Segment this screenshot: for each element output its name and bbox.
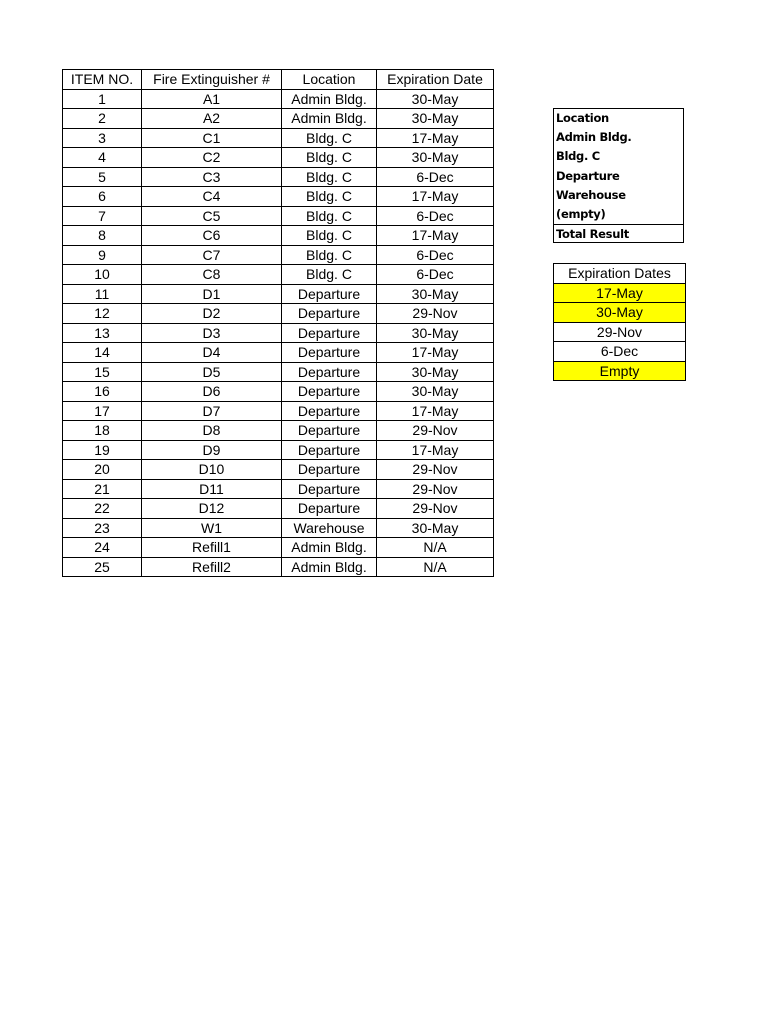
table-row [63, 479, 494, 499]
cell-expiration-date[interactable]: 6-Dec [377, 167, 494, 187]
cell-extinguisher-number[interactable]: D9 [142, 440, 282, 460]
cell-item-no[interactable]: 23 [63, 518, 142, 538]
expiration-date-item[interactable]: 29-Nov [554, 322, 686, 342]
table-header-row [63, 70, 494, 90]
cell-expiration-date[interactable]: 30-May [377, 362, 494, 382]
cell-location[interactable]: Departure [282, 421, 377, 441]
location-summary-item[interactable]: Warehouse [556, 188, 626, 202]
location-summary-item[interactable]: (empty) [556, 207, 606, 221]
location-summary-item[interactable]: Departure [556, 169, 620, 183]
cell-extinguisher-number[interactable]: D1 [142, 284, 282, 304]
cell-extinguisher-number[interactable]: D10 [142, 460, 282, 480]
dates-row [554, 303, 686, 323]
cell-location[interactable]: Departure [282, 499, 377, 519]
cell-extinguisher-number[interactable]: D7 [142, 401, 282, 421]
table-row [63, 109, 494, 129]
table-row [63, 343, 494, 363]
cell-extinguisher-number[interactable]: D4 [142, 343, 282, 363]
cell-extinguisher-number[interactable]: D6 [142, 382, 282, 402]
dates-row [554, 322, 686, 342]
cell-item-no[interactable]: 15 [63, 362, 142, 382]
cell-location[interactable]: Bldg. C [282, 167, 377, 187]
cell-location[interactable]: Departure [282, 460, 377, 480]
table-row [63, 187, 494, 207]
cell-extinguisher-number[interactable]: C8 [142, 265, 282, 285]
cell-item-no[interactable]: 22 [63, 499, 142, 519]
cell-location[interactable]: Bldg. C [282, 187, 377, 207]
cell-expiration-date[interactable]: 17-May [377, 440, 494, 460]
location-summary-box [553, 108, 684, 243]
table-row [63, 89, 494, 109]
cell-location[interactable]: Warehouse [282, 518, 377, 538]
cell-location[interactable]: Departure [282, 323, 377, 343]
cell-item-no[interactable]: 6 [63, 187, 142, 207]
cell-extinguisher-number[interactable]: Refill1 [142, 538, 282, 558]
cell-item-no[interactable]: 1 [63, 89, 142, 109]
header-item-no[interactable]: ITEM NO. [63, 70, 142, 90]
cell-location[interactable]: Bldg. C [282, 245, 377, 265]
cell-item-no[interactable]: 8 [63, 226, 142, 246]
table-row [63, 557, 494, 577]
cell-extinguisher-number[interactable]: D11 [142, 479, 282, 499]
cell-location[interactable]: Departure [282, 284, 377, 304]
cell-extinguisher-number[interactable]: A1 [142, 89, 282, 109]
cell-expiration-date[interactable]: 17-May [377, 187, 494, 207]
cell-location[interactable]: Departure [282, 440, 377, 460]
header-location[interactable]: Location [282, 70, 377, 90]
table-row [63, 518, 494, 538]
table-row [63, 167, 494, 187]
cell-expiration-date[interactable]: 30-May [377, 89, 494, 109]
table-row [63, 148, 494, 168]
cell-extinguisher-number[interactable]: W1 [142, 518, 282, 538]
cell-expiration-date[interactable]: 30-May [377, 284, 494, 304]
location-summary-total[interactable]: Total Result [556, 227, 629, 241]
cell-expiration-date[interactable]: 29-Nov [377, 479, 494, 499]
cell-item-no[interactable]: 16 [63, 382, 142, 402]
expiration-date-item[interactable]: Empty [554, 361, 686, 381]
cell-item-no[interactable]: 9 [63, 245, 142, 265]
cell-expiration-date[interactable]: 30-May [377, 109, 494, 129]
table-row [63, 362, 494, 382]
table-row [63, 265, 494, 285]
cell-item-no[interactable]: 12 [63, 304, 142, 324]
cell-expiration-date[interactable]: 17-May [377, 401, 494, 421]
expiration-dates-table [553, 263, 686, 381]
total-divider [554, 224, 683, 225]
cell-item-no[interactable]: 13 [63, 323, 142, 343]
expiration-date-item[interactable]: 17-May [554, 283, 686, 303]
cell-extinguisher-number[interactable]: C7 [142, 245, 282, 265]
dates-row [554, 361, 686, 381]
cell-extinguisher-number[interactable]: C1 [142, 128, 282, 148]
cell-expiration-date[interactable]: 17-May [377, 343, 494, 363]
table-row [63, 284, 494, 304]
table-row [63, 128, 494, 148]
cell-extinguisher-number[interactable]: D5 [142, 362, 282, 382]
extinguisher-table [62, 69, 494, 577]
expiration-date-item[interactable]: 30-May [554, 303, 686, 323]
cell-location[interactable]: Bldg. C [282, 128, 377, 148]
expiration-dates-header[interactable]: Expiration Dates [554, 264, 686, 284]
table-row [63, 499, 494, 519]
location-summary-item[interactable]: Bldg. C [556, 149, 600, 163]
cell-expiration-date[interactable]: 30-May [377, 323, 494, 343]
cell-location[interactable]: Departure [282, 304, 377, 324]
table-row [63, 382, 494, 402]
cell-expiration-date[interactable]: 29-Nov [377, 421, 494, 441]
cell-item-no[interactable]: 5 [63, 167, 142, 187]
header-extinguisher-number[interactable]: Fire Extinguisher # [142, 70, 282, 90]
cell-expiration-date[interactable]: 30-May [377, 382, 494, 402]
cell-expiration-date[interactable]: 17-May [377, 128, 494, 148]
cell-location[interactable]: Bldg. C [282, 148, 377, 168]
cell-location[interactable]: Admin Bldg. [282, 89, 377, 109]
dates-row [554, 342, 686, 362]
cell-location[interactable]: Admin Bldg. [282, 557, 377, 577]
cell-item-no[interactable]: 4 [63, 148, 142, 168]
cell-item-no[interactable]: 18 [63, 421, 142, 441]
cell-item-no[interactable]: 21 [63, 479, 142, 499]
table-row [63, 401, 494, 421]
cell-extinguisher-number[interactable]: C6 [142, 226, 282, 246]
table-row [63, 538, 494, 558]
cell-location[interactable]: Departure [282, 362, 377, 382]
cell-expiration-date[interactable]: 30-May [377, 148, 494, 168]
cell-extinguisher-number[interactable]: Refill2 [142, 557, 282, 577]
dates-row [554, 283, 686, 303]
location-summary-item[interactable]: Admin Bldg. [556, 130, 632, 144]
cell-location[interactable]: Departure [282, 343, 377, 363]
cell-location[interactable]: Bldg. C [282, 226, 377, 246]
cell-extinguisher-number[interactable]: D3 [142, 323, 282, 343]
cell-expiration-date[interactable]: 30-May [377, 518, 494, 538]
cell-item-no[interactable]: 24 [63, 538, 142, 558]
cell-location[interactable]: Departure [282, 382, 377, 402]
cell-item-no[interactable]: 10 [63, 265, 142, 285]
cell-expiration-date[interactable]: N/A [377, 538, 494, 558]
cell-location[interactable]: Departure [282, 401, 377, 421]
table-row [63, 440, 494, 460]
location-summary-header[interactable]: Location [556, 111, 609, 125]
cell-item-no[interactable]: 2 [63, 109, 142, 129]
cell-item-no[interactable]: 11 [63, 284, 142, 304]
cell-item-no[interactable]: 7 [63, 206, 142, 226]
expiration-date-item[interactable]: 6-Dec [554, 342, 686, 362]
table-row [63, 206, 494, 226]
cell-expiration-date[interactable]: 6-Dec [377, 245, 494, 265]
cell-expiration-date[interactable]: 29-Nov [377, 460, 494, 480]
cell-location[interactable]: Admin Bldg. [282, 538, 377, 558]
table-row [63, 323, 494, 343]
cell-extinguisher-number[interactable]: C2 [142, 148, 282, 168]
header-expiration-date[interactable]: Expiration Date [377, 70, 494, 90]
cell-extinguisher-number[interactable]: C4 [142, 187, 282, 207]
cell-item-no[interactable]: 17 [63, 401, 142, 421]
cell-extinguisher-number[interactable]: A2 [142, 109, 282, 129]
cell-item-no[interactable]: 3 [63, 128, 142, 148]
cell-location[interactable]: Admin Bldg. [282, 109, 377, 129]
cell-expiration-date[interactable]: 6-Dec [377, 265, 494, 285]
cell-expiration-date[interactable]: N/A [377, 557, 494, 577]
table-row [63, 245, 494, 265]
cell-expiration-date[interactable]: 17-May [377, 226, 494, 246]
cell-extinguisher-number[interactable]: C5 [142, 206, 282, 226]
table-row [63, 226, 494, 246]
cell-item-no[interactable]: 14 [63, 343, 142, 363]
cell-extinguisher-number[interactable]: D2 [142, 304, 282, 324]
cell-expiration-date[interactable]: 29-Nov [377, 304, 494, 324]
dates-header-row [554, 264, 686, 284]
cell-expiration-date[interactable]: 29-Nov [377, 499, 494, 519]
table-row [63, 421, 494, 441]
cell-item-no[interactable]: 25 [63, 557, 142, 577]
cell-location[interactable]: Bldg. C [282, 265, 377, 285]
cell-item-no[interactable]: 19 [63, 440, 142, 460]
cell-expiration-date[interactable]: 6-Dec [377, 206, 494, 226]
table-row [63, 460, 494, 480]
cell-extinguisher-number[interactable]: D12 [142, 499, 282, 519]
cell-extinguisher-number[interactable]: D8 [142, 421, 282, 441]
table-row [63, 304, 494, 324]
cell-extinguisher-number[interactable]: C3 [142, 167, 282, 187]
cell-location[interactable]: Bldg. C [282, 206, 377, 226]
cell-item-no[interactable]: 20 [63, 460, 142, 480]
cell-location[interactable]: Departure [282, 479, 377, 499]
